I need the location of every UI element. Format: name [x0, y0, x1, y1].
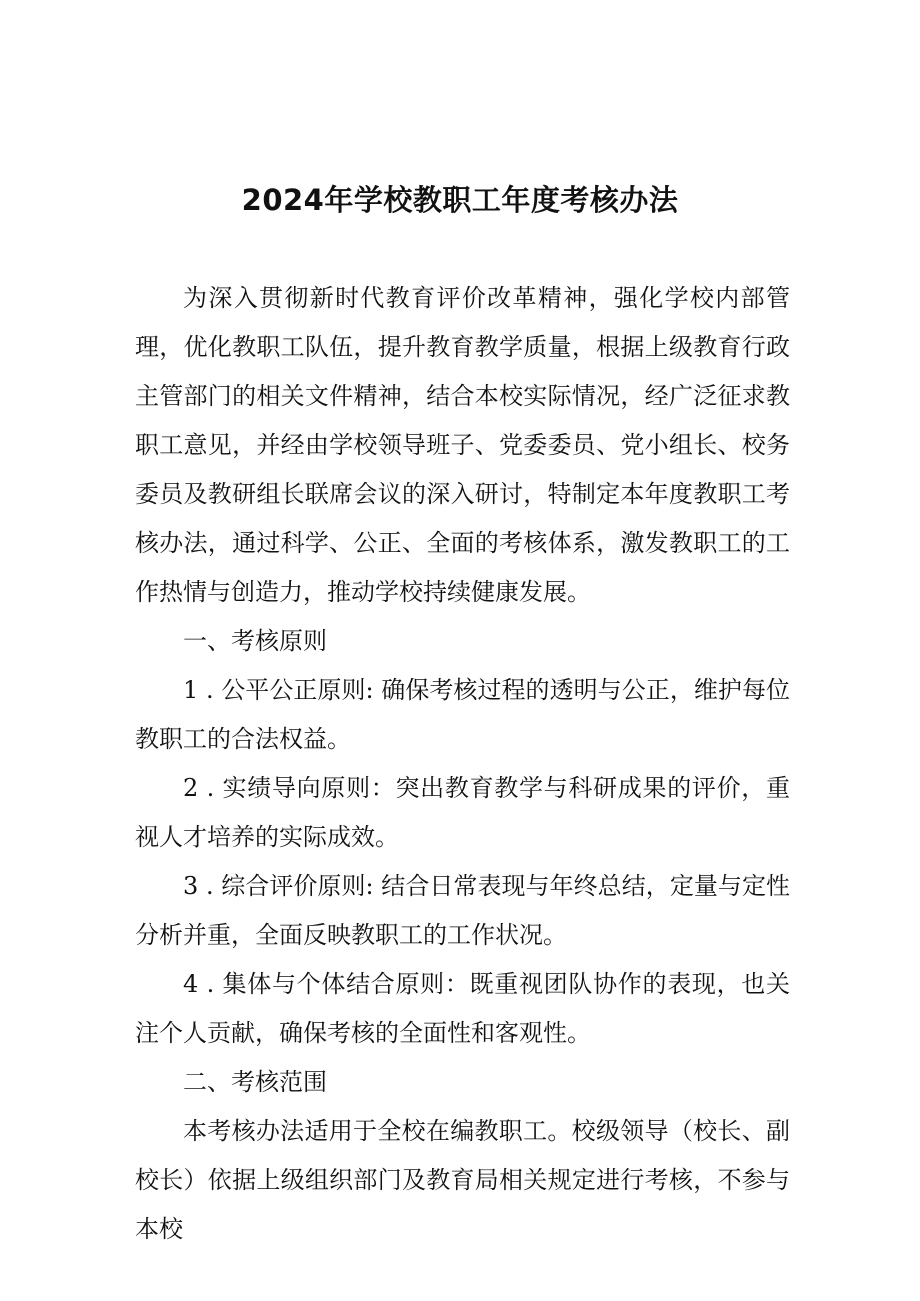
section-heading-principles: 一、考核原则: [183, 627, 327, 655]
principle-item-1: 1 . 公平公正原则: 确保考核过程的透明与公正，维护每位教职工的合法权益。: [135, 676, 790, 753]
document-body: [135, 274, 790, 1254]
section-heading-scope: 二、考核范围: [183, 1068, 327, 1096]
principle-item-4: 4 . 集体与个体结合原则：既重视团队协作的表现，也关注个人贡献，确保考核的全面性和客观性。: [135, 970, 790, 1047]
document-title: 2024年学校教职工年度考核办法: [241, 183, 679, 217]
intro-paragraph: 为深入贯彻新时代教育评价改革精神，强化学校内部管理，优化教职工队伍，提升教育教学质量，根据上级教育行政主管部门的相关文件精神，结合本校实际情况，经广泛征求教职工意见，并经由学校领导班子、党委委员、党小组长、校务委员及教研组长联席会议的深入研讨，特制定本年度教职工考核办法，通过科学、公正、全面的考核体系，激发教职工的工作热情与创造力，推动学校持续健康发展。: [135, 284, 790, 606]
principle-item-2: 2 . 实绩导向原则：突出教育教学与科研成果的评价，重视人才培养的实际成效。: [135, 774, 790, 851]
scope-paragraph: 本考核办法适用于全校在编教职工。校级领导（校长、副校长）依据上级组织部门及教育局相关规定进行考核，不参与本校: [135, 1117, 790, 1243]
principle-item-3: 3 . 综合评价原则: 结合日常表现与年终总结，定量与定性分析并重，全面反映教职工的工作状况。: [135, 872, 790, 949]
